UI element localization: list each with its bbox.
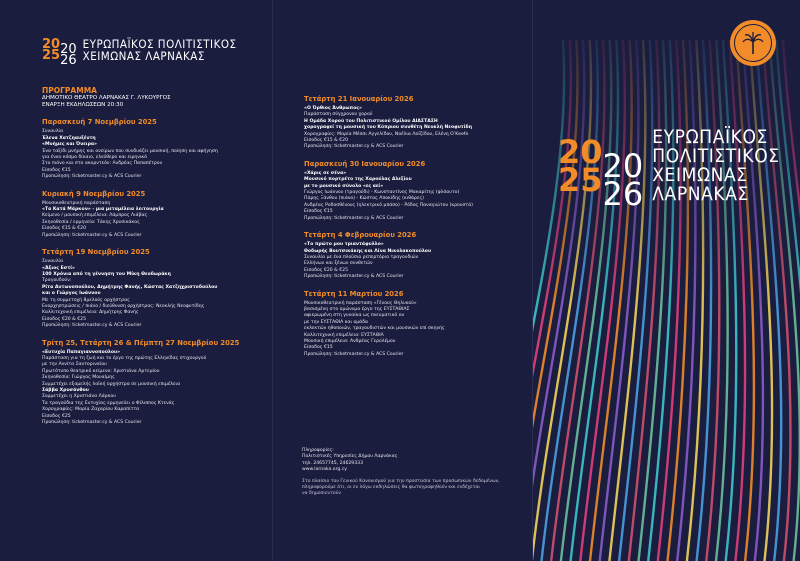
event-detail: «Χάρις σε σένα»: [304, 170, 347, 176]
event-detail: εκλεκτών ηθοποιών, τραγουδιστών και μουσικών επί σκηνής: [304, 326, 445, 332]
event-detail: «Μνήμες και Όνειρα»: [42, 142, 97, 148]
event-block: [304, 231, 522, 280]
title-line: ΕΥΡΩΠΑΪΚΟΣ ΠΟΛΙΤΙΣΤΙΚΟΣ: [82, 37, 237, 51]
palm-emblem-icon: [740, 30, 766, 56]
program-start: ΕΝΑΡΞΗ ΕΚΔΗΛΩΣΕΩΝ 20:30: [42, 102, 124, 109]
event-detail: «Άξιος Εστί»: [42, 265, 76, 271]
year-part: 25: [42, 48, 61, 63]
event-detail: Μουσικοθεατρική παράσταση «Γένους Θηλυκού»: [304, 300, 417, 306]
event-date: Τετάρτη 4 Φεβρουαρίου 2026: [304, 231, 417, 240]
program-venue: ΔΗΜΟΤΙΚΟ ΘΕΑΤΡΟ ΛΑΡΝΑΚΑΣ Γ. ΛΥΚΟΥΡΓΟΣ: [42, 95, 171, 101]
gdpr-note: πληροφορούμε ότι, οι εν λόγω εκδηλώσεις θα φωτογραφηθούν και ενδέχεται: [302, 485, 480, 491]
event-detail: Πρωτότυπο θεατρικό κείμενο: Χριστιάνα Αρτεμίου: [42, 368, 160, 374]
event-block: [304, 160, 522, 222]
event-detail: Ανδρέας Ροδοσθένους (ηλεκτρικό μπάσο) - Ρόδος Παναγιώτου (κρουστά): [304, 202, 473, 208]
year-part: 26: [602, 175, 644, 213]
event-detail: Έλενα Χατζηαυξέντη: [42, 135, 96, 141]
event-detail: Είσοδος €20 & €25: [304, 267, 348, 273]
cover-title: [652, 128, 779, 204]
event-detail: χορογραφεί τη μουσική του Κύπριου συνθέτη Νεοκλή Νεοφυτίδη: [304, 125, 472, 131]
event-detail: Γιώργος Ιωάννου (τραγούδι) - Κωνσταντίνος Μακαρίτης (φλάουτο): [304, 190, 460, 196]
info-link[interactable]: www.larnaka.org.cy: [302, 467, 348, 473]
cover-lines-graphic: [533, 0, 800, 561]
seal-inner: [734, 24, 772, 62]
event-detail: Παράσταση για τη ζωή και το έργο της πρώτης Ελληνίδας στιχουργού: [42, 355, 207, 361]
event-detail: Η Ομάδα Χορού του Πολιτιστικού Ομίλου ΔΙΑΣΤΑΣΗ: [304, 118, 438, 124]
event-detail: Προπώληση: ticketmaster.cy & ACS Courier: [42, 420, 142, 426]
event-date: Παρασκευή 30 Ιανουαρίου 2026: [304, 159, 426, 168]
event-detail: Ρίτα Αντωνοπούλου, Δημήτρης Φανής, Κώστας Χατζηχριστοδούλου: [42, 284, 218, 290]
event-detail: Με τη συμμετοχή 8μελούς ορχήστρας: [42, 297, 130, 303]
event-detail: με το μουσικό σύνολο «ες αεί»: [304, 183, 384, 189]
event-detail: Κείμενο / μουσική επιμέλεια: Λάμπρος Λιάβας: [42, 213, 148, 219]
event-detail: Σάββα Χρυσάνθου: [42, 388, 89, 393]
event-detail: αφιερωμένη στη γυναίκα ως πνευματικό ον: [304, 313, 405, 319]
event-block: [42, 248, 262, 329]
event-detail: Προπώληση: ticketmaster.cy & ACS Courier: [42, 323, 142, 329]
event-block: [304, 290, 522, 359]
cover-fade: [533, 0, 800, 561]
event-detail: Πάρης Ξάνθου (πιάνο) - Κώστας Αποκίδης (κιθάρες): [304, 196, 424, 202]
event-date: Τρίτη 25, Τετάρτη 26 & Πέμπτη 27 Νοεμβρίου 2025: [42, 338, 240, 347]
event-detail: Είσοδος €25: [42, 413, 71, 419]
event-detail: για έναν κόσμο δίκαιο, ελεύθερο και ειρηνικό: [42, 155, 147, 161]
cover-title-line: ΛΑΡΝΑΚΑΣ: [652, 183, 749, 205]
event-detail: Είσοδος €15: [42, 167, 71, 173]
event-detail: Προπώληση: ticketmaster.cy & ACS Courier: [304, 144, 404, 150]
year-part: 20: [602, 146, 644, 185]
event-detail: Συμμετέχει η Χριστιάνα Λάρκου: [42, 394, 116, 400]
year-part: 20: [60, 41, 77, 57]
gdpr-note: να δημοσιευτούν: [302, 491, 341, 497]
event-detail: βασισμένη στο ομώνυμο έργο της ΕΥΣΤΑΘΙΑΣ: [304, 306, 410, 312]
cover-logo: [558, 126, 780, 213]
event-detail: Ελλήνων και ξένων συνθετών: [304, 261, 373, 267]
header-title: [83, 38, 237, 62]
year-mark: [42, 36, 77, 68]
event-detail: «Τα Κατά Μάρκον» - μια μεταμέλεια λειτουργία: [42, 207, 164, 213]
cover-title-line: ΠΟΛΙΤΙΣΤΙΚΟΣ: [652, 145, 780, 167]
event-detail: Μουσική επιμέλεια: Ανδρέας Γερολέμου: [304, 338, 396, 344]
event-detail: Χορογραφίες: Μαρία Μέσσι Αγγελίδου, Νοέλια Λοϊζίδου, Ελένη Ο’Κeefe: [304, 131, 469, 137]
event-detail: «Το πρώτο μου τριαντάφυλλο»: [304, 242, 384, 248]
event-detail: με την Αννίτα Σαντοριναίου: [42, 362, 107, 368]
event-date: Παρασκευή 7 Νοεμβρίου 2025: [42, 118, 157, 127]
year-part: 20: [558, 132, 603, 171]
events-list-right: [304, 95, 522, 358]
info-row: Πληροφορίες:: [302, 448, 334, 453]
event-date: Κυριακή 9 Νοεμβρίου 2025: [42, 189, 146, 198]
event-detail: Στο πιάνο και στο ακορντεόν: Ανδρέας Παπαπέτρου: [42, 161, 163, 167]
event-detail: Ενορχηστρώσεις / πιάνο / διεύθυνση ορχήστρας: Νεοκλής Νεοφυτίδης: [42, 303, 205, 309]
program-heading: ΠΡΟΓΡΑΜΜΑ: [42, 86, 97, 95]
info-row: τηλ. 24657745, 24629333: [302, 460, 363, 466]
event-detail: «Ο Όρθιος Άνθρωπος»: [304, 106, 362, 111]
event-detail: Προπώληση: ticketmaster.cy & ACS Courier: [42, 232, 142, 238]
event-detail: Καλλιτεχνική επιμέλεια: Δημήτρης Φανής: [42, 310, 139, 316]
event-detail: Καλλιτεχνική επιμέλεια: ΕΥΣΤΑΘΙΑ: [304, 332, 384, 338]
cover-year-mark: [558, 132, 644, 213]
cover-title-line: ΕΥΡΩΠΑΪΚΟΣ: [652, 126, 768, 148]
event-detail: Προπώληση: ticketmaster.cy & ACS Courier: [304, 351, 404, 357]
event-detail: Χορογραφίες: Μαρία Ζαχαρίου Καραπίττα: [42, 407, 140, 413]
event-date: Τετάρτη 11 Μαρτίου 2026: [304, 289, 404, 298]
header-logo: [42, 36, 262, 68]
info-block: [302, 448, 522, 498]
event-detail: «Ευτυχία Παπαγιαννοπούλου»: [42, 349, 121, 355]
event-detail: 100 Χρόνια από τη γέννηση του Μίκη Θεοδωράκη: [42, 271, 171, 277]
event-detail: Συναυλία: [42, 259, 64, 265]
event-detail: με την ΕΥΣΤΑΘΙΑ και ομάδα: [304, 319, 369, 325]
cover-title-line: ΧΕΙΜΩΝΑΣ: [652, 164, 748, 186]
gdpr-note: Στο πλαίσιο του Γενικού Κανονισμού για την προστασία των προσωπικών δεδομένων,: [302, 478, 500, 484]
year-part: 20: [42, 36, 61, 52]
events-list-left: [42, 118, 262, 426]
event-detail: Προπώληση: ticketmaster.cy & ACS Courier: [304, 215, 404, 221]
event-block: [42, 339, 262, 427]
event-detail: Τραγουδούν:: [42, 278, 72, 284]
event-block: [304, 95, 522, 151]
event-block: [42, 118, 262, 180]
event-detail: Είσοδος €15 & €20: [42, 226, 86, 232]
year-part: 26: [60, 53, 77, 68]
event-detail: Προπώληση: ticketmaster.cy & ACS Courier: [304, 274, 404, 280]
event-detail: Είσοδος €15: [304, 209, 333, 215]
program-panel-left: [0, 0, 272, 561]
year-part: 25: [558, 161, 603, 199]
event-detail: Μουσικό πορτρέτο της Χαρούλας Αλεξίου: [304, 177, 412, 183]
event-detail: Σκηνοθεσία: Γιώργος Μουαίμης: [42, 375, 115, 381]
event-block: [42, 190, 262, 239]
event-detail: Μουσικοθεατρική παράσταση: [42, 200, 111, 206]
program-intro: [42, 86, 262, 109]
event-detail: Είσοδος €15: [304, 345, 333, 351]
event-detail: Παράσταση σύγχρονου χορού: [304, 112, 373, 118]
municipality-seal-icon: [730, 20, 776, 66]
title-line: ΧΕΙΜΩΝΑΣ ΛΑΡΝΑΚΑΣ: [82, 49, 205, 63]
event-date: Τετάρτη 19 Νοεμβρίου 2025: [42, 248, 150, 257]
event-date: Τετάρτη 21 Ιανουαρίου 2026: [304, 95, 414, 103]
event-detail: Είσοδος €20 & €25: [42, 316, 86, 322]
event-detail: Συμμετέχει εξαμελής λαϊκή ορχήστρα σε μουσική επιμέλεια: [42, 381, 181, 387]
event-detail: Συναυλία: [42, 129, 64, 135]
info-row: Πολιτιστικές Υπηρεσίες Δήμου Λαρνάκας: [302, 454, 398, 460]
event-detail: Ένα ταξίδι μνήμης και ονείρων που συνδυάζει μουσική, ποίηση και αφήγηση: [42, 148, 218, 154]
event-detail: Τα τραγούδια της Ευτυχίας ερμηνεύει ο Φίλιππος Κτενάς: [42, 400, 175, 406]
event-detail: και ο Γιώργος Ιωάννου: [42, 291, 101, 297]
event-detail: Συναυλία με ένα πλούσιο ρεπερτόριο τραγουδιών: [304, 254, 419, 260]
event-detail: Προπώληση: ticketmaster.cy & ACS Courier: [42, 174, 142, 180]
event-detail: Είσοδος €15 & €20: [304, 138, 348, 144]
event-detail: Θοδωρής Βουτσικάκης και Λίνα Νικολακοπούλου: [304, 248, 432, 254]
event-detail: Σκηνοθεσία / ερμηνεία: Τάκης Χρυσικάκος: [42, 219, 140, 225]
